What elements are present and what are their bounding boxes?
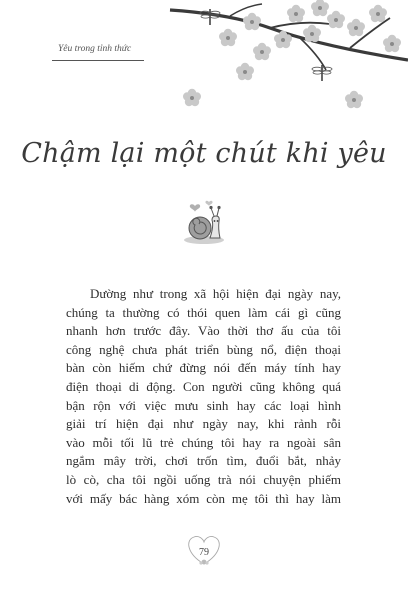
body-line: bận rộn với việc mưu sinh hay các loại hình (66, 397, 341, 413)
body-line: nhanh hơn trước đây. Vào thời thơ ấu của tôi (66, 323, 341, 339)
body-line: chúng ta thường có thói quen làm cái gì cũng (66, 304, 341, 320)
snail-icon (176, 200, 232, 248)
body-line: bàn còn hiếm chứ đừng nói đến máy tính hay (66, 360, 341, 376)
page-number: 79 (199, 547, 209, 558)
body-line: với mấy bác hàng xóm còn mẹ tôi thì hay làm (66, 490, 341, 506)
body-line: Dường như trong xã hội hiện đại ngày nay, (90, 286, 341, 301)
chapter-title: Chậm lại một chút khi yêu (21, 138, 387, 169)
body-line: ngắm mây trời, chơi trốn tìm, đuổi bắt, nhảy (66, 453, 341, 469)
cherry-blossom-branch-icon (0, 0, 408, 120)
body-paragraph (66, 285, 341, 508)
body-line: điện thoại di động. Con người cũng không quá (66, 378, 341, 394)
body-line: lò cò, cha tôi ngồi uống trà nói chuyện phiếm (66, 471, 341, 487)
body-line: công nghệ chưa phát triển bùng nổ, điện thoại (66, 341, 341, 357)
body-line: vào mỗi tối lũ trẻ chúng tôi hay ra ngoài sân (66, 434, 341, 450)
body-line: giải trí hiện đại như ngày nay, khi rảnh rỗi (66, 416, 341, 432)
running-header-title: Yêu trong tỉnh thức (58, 44, 132, 54)
